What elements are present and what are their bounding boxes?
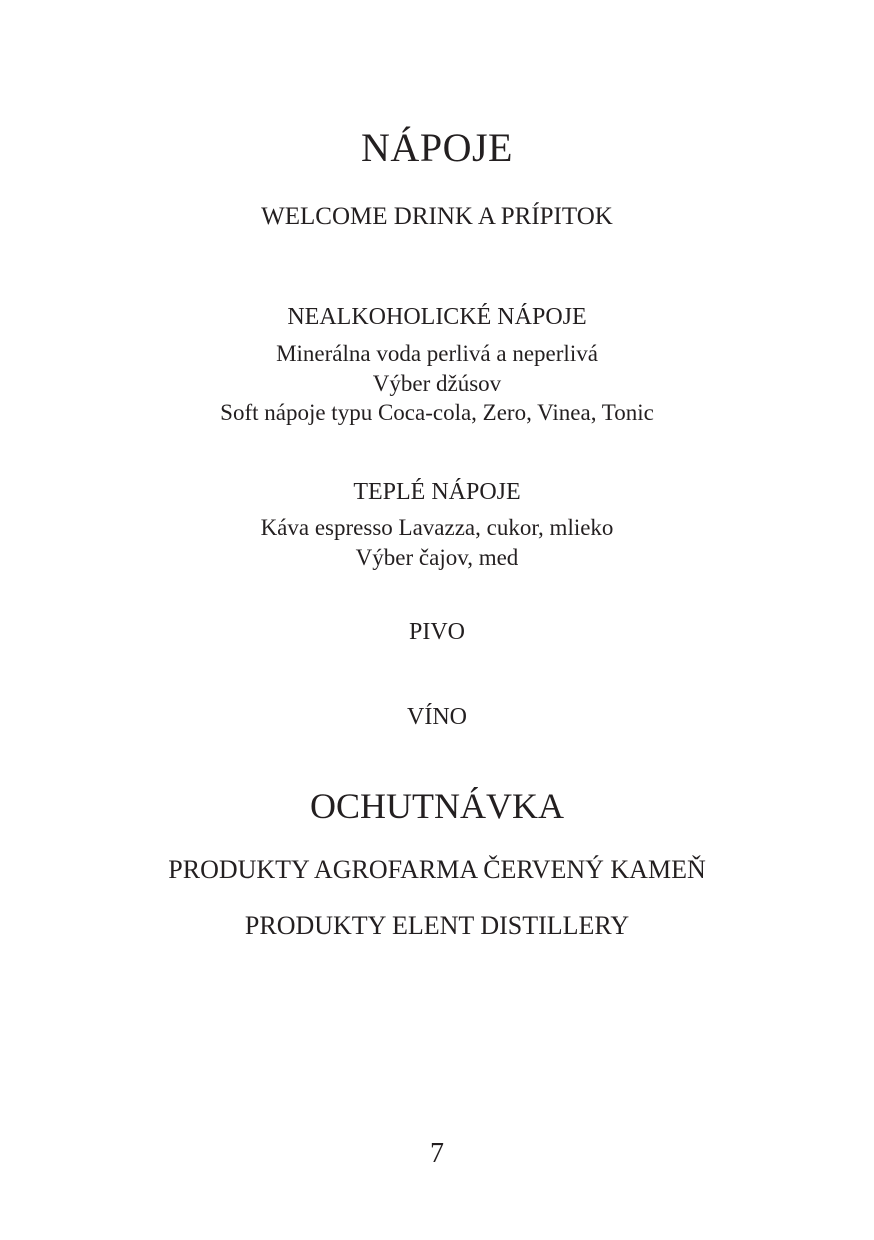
nonalcoholic-item: Výber džúsov: [372, 371, 502, 396]
welcome-drink-heading: WELCOME DRINK A PRÍPITOK: [261, 203, 613, 230]
tasting-title: OCHUTNÁVKA: [310, 786, 564, 826]
hot-drinks-heading: TEPLÉ NÁPOJE: [353, 479, 521, 505]
drinks-title: NÁPOJE: [361, 125, 513, 170]
hot-drinks-item: Káva espresso Lavazza, cukor, mlieko: [260, 515, 614, 540]
page-number: 7: [430, 1138, 444, 1169]
wine-heading: VÍNO: [407, 704, 467, 730]
nonalcoholic-item: Minerálna voda perlivá a neperlivá: [276, 341, 598, 366]
nonalcoholic-heading: NEALKOHOLICKÉ NÁPOJE: [287, 304, 587, 330]
tasting-item: PRODUKTY ELENT DISTILLERY: [244, 911, 630, 940]
tasting-item: PRODUKTY AGROFARMA ČERVENÝ KAMEŇ: [168, 855, 706, 884]
beer-heading: PIVO: [408, 619, 465, 645]
hot-drinks-item: Výber čajov, med: [355, 545, 519, 570]
nonalcoholic-item: Soft nápoje typu Coca-cola, Zero, Vinea, Tonic: [220, 400, 654, 425]
